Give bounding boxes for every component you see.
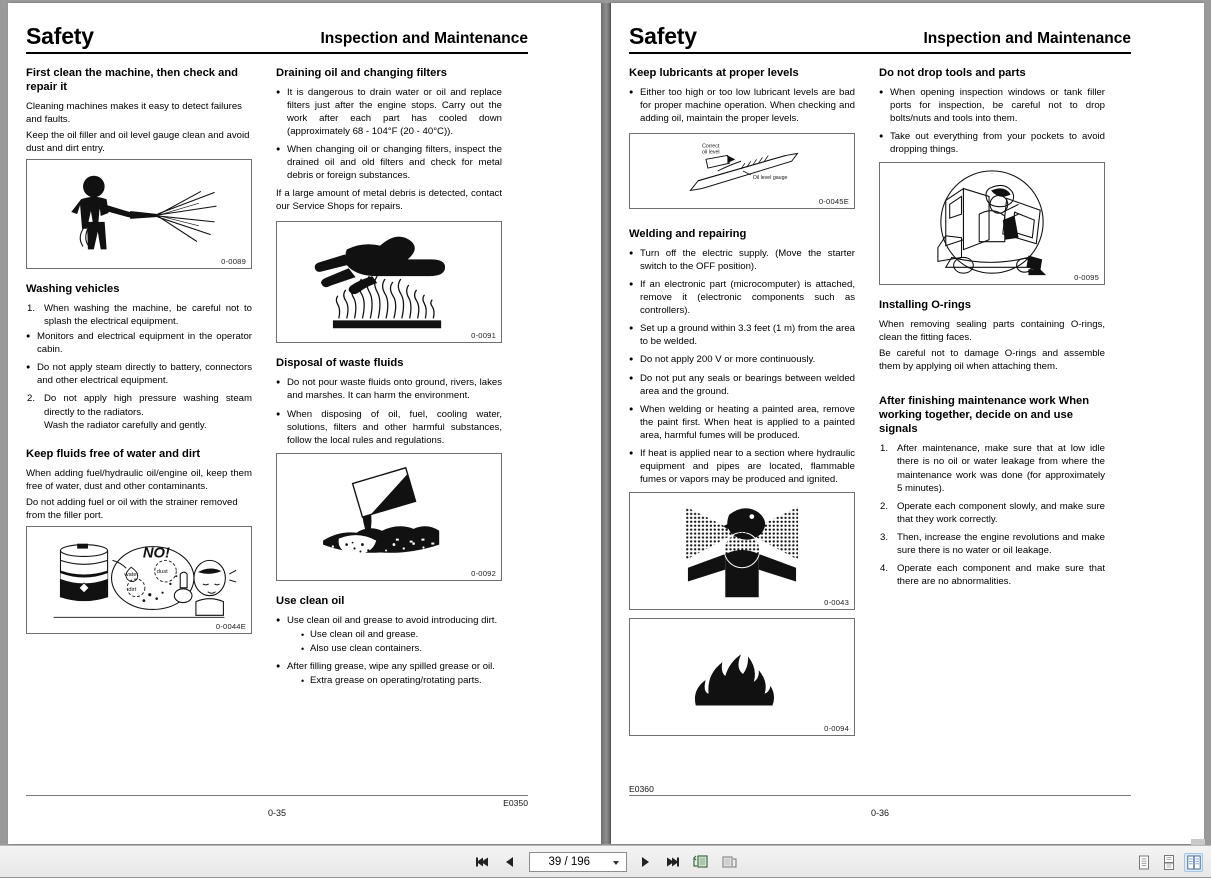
next-page-button[interactable] [636,853,655,872]
footer-page-number: 0-35 [267,808,286,818]
footer-code: E0350 [503,798,528,808]
list-item: Do not apply high pressure washing steam directly to the radiators. [44,393,252,418]
sub-list-item: • Use clean oil and grease. [301,628,502,641]
paragraph: Do not adding fuel or oil with the strainer removed from the filler port. [26,496,238,521]
figure-caption: 0-0089 [221,257,246,267]
right-page-column-2 [879,66,1105,742]
figure-label-water: water [124,571,139,578]
figure-label-no: NO! [142,545,170,562]
list-item: ● Do not apply 200 V or more continuously. [629,353,855,366]
page-number-field[interactable] [529,852,627,872]
figure-welding-fumes [629,492,855,610]
fit-page-button[interactable] [692,853,711,872]
figure-label-correct-oil-level: Correct [702,143,720,150]
list-item: ● When welding or heating a painted area, remove the paint first. When heat is applied to a painted area, harmful fumes will be produced. [629,403,855,442]
fit-width-icon [721,855,737,869]
page-header-right [629,25,1131,48]
list-item: ● Do not apply steam directly to battery, connectors and other electrical equipment. [26,361,252,387]
first-page-button[interactable] [473,853,492,872]
left-page-column-2 [276,66,502,692]
left-page-column-1 [26,66,252,692]
list-item: ● Do not put any seals or bearings between welded area and the ground. [629,372,855,398]
figure-label-dust: dust [156,568,168,575]
page-gutter [601,3,611,844]
previous-page-button[interactable] [501,853,520,872]
list-welding-repairing [629,247,855,486]
figure-caption: 0-0092 [471,568,496,578]
list-item: When washing the machine, be careful not to splash the electrical equipment. [44,303,252,328]
pressure-washer-illustration [27,160,251,268]
last-page-button[interactable] [664,853,683,872]
fit-page-icon [693,855,709,869]
triangle-left-icon [504,856,516,868]
list-item: ● When disposing of oil, fuel, cooling water, solutions, filters and other harmful substances, follow the local rules and regulations. [276,408,502,447]
list-item [276,660,502,687]
list-item: After maintenance, make sure that at low idle there is no oil or water leakage from where the maintenance work was done (for approximately 5 minutes). [897,443,1105,494]
list-item: ● It is dangerous to drain water or oil and replace filters just after the engine stops. Carry out the work after each part has cooled down (approximately 68 - 104°F (20 - 40°C)). [276,86,502,138]
right-page-column-1 [629,66,855,742]
list-item: Operate each component slowly, and make sure that they work correctly. [897,500,1105,525]
page-footer-left [26,795,528,822]
figure-pressure-washing [26,159,252,269]
single-page-icon [1137,855,1151,870]
list-keep-lubricants [629,86,855,125]
list-washing-vehicles [26,302,252,328]
figure-caption: 0-0045E [818,197,849,207]
page-right[interactable] [611,3,1204,844]
list-item: ● When changing oil or changing filters, inspect the drained oil and old filters and check for metal debris or foreign substances. [276,143,502,182]
figure-caption: 0-0094 [824,723,849,733]
first-page-icon [475,856,490,868]
figure-label-dirt: dirt [128,586,137,593]
list-item: ● If an electronic part (microcomputer) is attached, remove it (electronic components such as controllers). [629,278,855,317]
heading-welding-repairing: Welding and repairing [629,228,747,241]
figure-label-correct-oil-level-2: oil level [702,149,720,156]
figure-oil-level-gauge [629,133,855,209]
welder-harmful-fumes-illustration [630,493,854,609]
list-item: ● Either too high or too low lubricant levels are bad for proper machine operation. When checking and adding oil, maintain the proper levels. [629,86,855,125]
figure-caption: 0-0091 [471,331,496,341]
list-item: Then, increase the engine revolutions and make sure there is no water or oil leakage. [897,531,1105,556]
page-footer-right [629,784,1131,822]
paragraph: When removing sealing parts containing O-rings, clean the fitting faces. [879,319,1105,344]
figure-caption: 0-0044E [215,621,246,631]
figure-clean-fluid-drum [26,526,252,634]
list-draining-oil [276,86,502,182]
figure-hot-surface [276,221,502,343]
fit-width-button[interactable] [720,853,739,872]
sub-list-item: • Extra grease on operating/rotating parts. [301,674,502,687]
page-subtitle: Inspection and Maintenance [923,29,1131,47]
list-item: ● Turn off the electric supply. (Move the starter switch to the OFF position). [629,247,855,273]
list-item: ● Set up a ground within 3.3 feet (1 m) from the area to be welded. [629,322,855,348]
paragraph: When adding fuel/hydraulic oil/engine oil, keep them free of water, dust and other contaminants. [26,467,252,492]
heading-after-finishing-maintenance: After finishing maintenance work When working together, decide on and use signals [879,395,1090,436]
single-page-view-button[interactable] [1134,853,1153,872]
operator-inspection-illustration [880,163,1104,284]
paragraph: Be careful not to damage O-rings and assemble them by applying oil when attaching them. [879,348,1105,373]
paragraph: Wash the radiator carefully and gently. [44,419,207,431]
two-page-icon [1187,855,1201,870]
page-subtitle: Inspection and Maintenance [320,29,528,47]
footer-page-number: 0-36 [870,808,889,818]
header-rule [629,52,1131,54]
oil-drum-no-contaminants-illustration [27,527,251,633]
view-mode-group [1134,846,1203,878]
heading-first-clean-machine: First clean the machine, then check and repair it [26,67,239,93]
viewer-toolbar [0,845,1211,877]
list-item: Operate each component and make sure that there are no abnormalities. [897,562,1105,587]
triangle-right-icon [639,856,651,868]
list-item: ● When opening inspection windows or tank filler ports for inspection, be careful not to drop bolts/nuts and tools into them. [879,86,1105,125]
figure-operator-in-cab [879,162,1105,285]
sub-list-item: • Also use clean containers. [301,642,502,655]
paragraph: Keep the oil filler and oil level gauge clean and avoid dust and dirt entry. [26,130,250,155]
chevron-down-icon[interactable] [613,861,619,865]
heading-do-not-drop-tools: Do not drop tools and parts [879,67,1026,79]
page-header-left [26,25,528,48]
two-page-view-button[interactable] [1184,853,1203,872]
figure-caption: 0-0043 [824,597,849,607]
list-item [276,614,502,655]
list-item: ● Do not pour waste fluids onto ground, rivers, lakes and marshes. It can harm the environment. [276,376,502,402]
list-item-text: Use clean oil and grease to avoid introducing dirt. [287,614,498,626]
figure-flame-warning [629,618,855,736]
last-page-icon [666,856,681,868]
list-do-not-drop-tools [879,86,1105,156]
list-item: ● Take out everything from your pockets to avoid dropping things. [879,130,1105,156]
heading-keep-fluids-free: Keep fluids free of water and dirt [26,447,201,460]
figure-waste-fluid-disposal [276,453,502,581]
paragraph: If a large amount of metal debris is detected, contact our Service Shops for repairs. [276,188,502,213]
header-rule [26,52,528,54]
list-after-finishing-maintenance [879,442,1105,587]
page-title: Safety [26,23,94,49]
heading-washing-vehicles: Washing vehicles [26,283,120,296]
hand-hot-surface-illustration [277,222,501,342]
list-item: ● Monitors and electrical equipment in the operator cabin. [26,330,252,356]
list-use-clean-oil [276,614,502,687]
heading-draining-oil: Draining oil and changing filters [276,67,447,79]
heading-disposal-waste-fluids: Disposal of waste fluids [276,357,404,370]
figure-caption: 0-0095 [1074,273,1099,283]
continuous-view-button[interactable] [1159,853,1178,872]
page-left[interactable] [8,3,601,844]
pouring-waste-on-ground-illustration [277,454,501,580]
figure-label-oil-level-gauge: Oil level gauge [752,174,788,181]
flame-icon [630,619,854,735]
heading-keep-lubricants: Keep lubricants at proper levels [629,67,799,79]
page-title: Safety [629,23,697,49]
paragraph: Cleaning machines makes it easy to detect failures and faults. [26,101,242,126]
page-indicator: 39 / 196 [548,856,591,868]
continuous-page-icon [1162,855,1176,870]
heading-use-clean-oil: Use clean oil [276,594,345,607]
footer-code: E0360 [629,784,654,794]
heading-installing-o-rings: Installing O-rings [879,299,971,312]
list-disposal-waste [276,376,502,446]
list-item-text: After filling grease, wipe any spilled grease or oil. [287,660,495,672]
list-item: ● If heat is applied near to a section where hydraulic equipment and pipes are located, flammable fumes or vapors may be produced and ignited. [629,447,855,486]
